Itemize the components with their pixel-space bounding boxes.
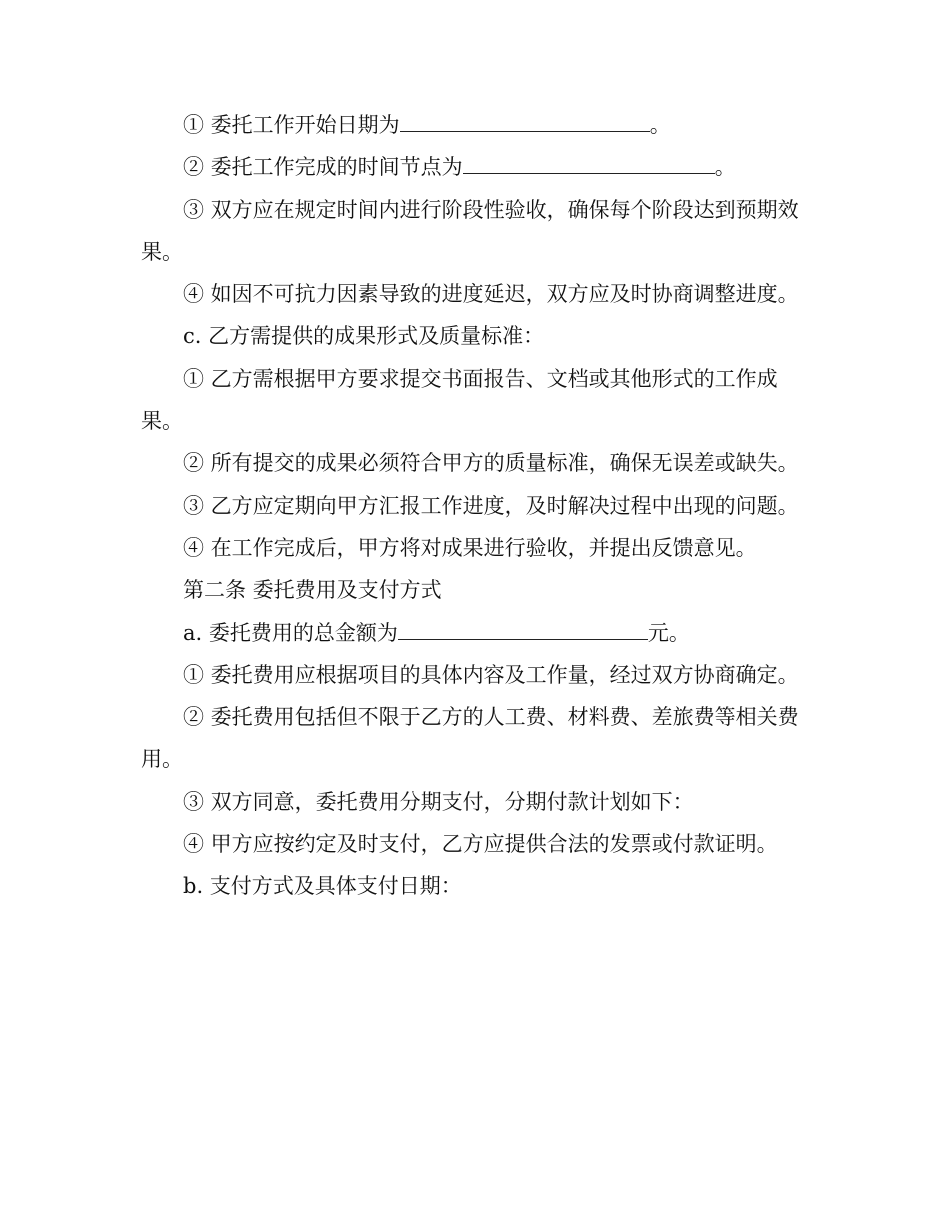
paragraph-fee-negotiation: ① 委托费用应根据项目的具体内容及工作量，经过双方协商确定。 — [183, 662, 799, 687]
start-date-blank — [400, 105, 650, 132]
paragraph-force-majeure: ④ 如因不可抗力因素导致的进度延迟，双方应及时协商调整进度。 — [183, 282, 799, 307]
paragraph-progress-report: ③ 乙方应定期向甲方汇报工作进度，及时解决过程中出现的问题。 — [183, 493, 799, 518]
completion-date-label: ② 委托工作完成的时间节点为 — [183, 155, 463, 180]
paragraph-start-date — [141, 104, 811, 146]
document-body — [141, 104, 811, 908]
paragraph-stage-acceptance: ③ 双方应在规定时间内进行阶段性验收，确保每个阶段达到预期效果。 — [141, 197, 799, 264]
paragraph-quality-standard: ② 所有提交的成果必须符合甲方的质量标准，确保无误差或缺失。 — [183, 451, 799, 476]
paragraph-completion-date — [141, 146, 811, 188]
completion-date-blank — [463, 147, 715, 174]
start-date-label: ① 委托工作开始日期为 — [183, 113, 400, 137]
article-two-heading: 第二条 委托费用及支付方式 — [183, 578, 442, 603]
start-date-end: 。 — [649, 113, 671, 137]
paragraph-payment-method: b. 支付方式及具体支付日期： — [183, 874, 462, 899]
completion-date-end: 。 — [714, 155, 736, 180]
paragraph-installments: ③ 双方同意，委托费用分期支付，分期付款计划如下： — [183, 789, 694, 814]
paragraph-acceptance-feedback: ④ 在工作完成后，甲方将对成果进行验收，并提出反馈意见。 — [183, 535, 757, 560]
total-fee-label: a. 委托费用的总金额为 — [183, 620, 398, 645]
paragraph-deliverables-heading: c. 乙方需提供的成果形式及质量标准： — [183, 324, 545, 349]
total-fee-blank — [398, 613, 648, 640]
paragraph-fee-includes: ② 委托费用包括但不限于乙方的人工费、材料费、差旅费等相关费用。 — [141, 705, 799, 772]
paragraph-submit-results: ① 乙方需根据甲方要求提交书面报告、文档或其他形式的工作成果。 — [141, 366, 778, 434]
paragraph-invoice: ④ 甲方应按约定及时支付，乙方应提供合法的发票或付款证明。 — [183, 832, 778, 857]
paragraph-total-fee — [141, 612, 811, 654]
total-fee-unit: 元。 — [647, 620, 690, 645]
